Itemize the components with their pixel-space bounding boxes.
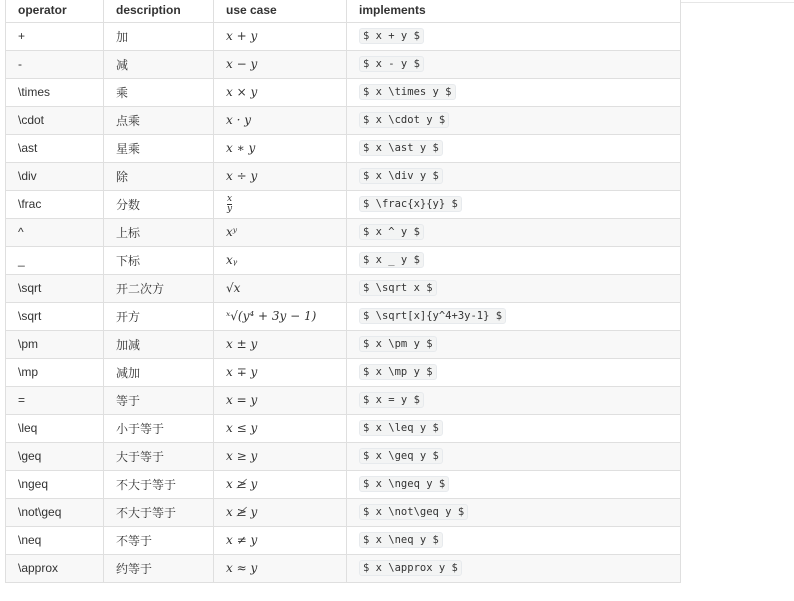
latex-code: $ \sqrt x $ <box>359 280 437 296</box>
latex-code: $ x - y $ <box>359 56 424 72</box>
description-cell: 小于等于 <box>104 414 214 442</box>
table-row <box>6 470 681 498</box>
use-case-cell <box>214 414 347 442</box>
table-row <box>6 50 681 78</box>
operator-cell: \approx <box>6 554 104 582</box>
operator-cell: = <box>6 386 104 414</box>
implements-cell <box>347 190 681 218</box>
use-case-cell <box>214 274 347 302</box>
math-expression: x − y <box>226 57 258 71</box>
description-cell: 大于等于 <box>104 442 214 470</box>
use-case-cell <box>214 78 347 106</box>
implements-cell <box>347 78 681 106</box>
math-expression: xᵧ <box>226 253 238 267</box>
table-row <box>6 358 681 386</box>
use-case-cell <box>214 526 347 554</box>
operator-cell: \sqrt <box>6 274 104 302</box>
header-row <box>6 0 681 22</box>
table-row <box>6 442 681 470</box>
table-row <box>6 498 681 526</box>
table-row <box>6 218 681 246</box>
table-row <box>6 302 681 330</box>
use-case-cell <box>214 134 347 162</box>
implements-cell <box>347 302 681 330</box>
description-cell: 不大于等于 <box>104 498 214 526</box>
description-cell: 约等于 <box>104 554 214 582</box>
use-case-cell <box>214 498 347 526</box>
latex-code: $ x \leq y $ <box>359 420 443 436</box>
use-case-cell <box>214 162 347 190</box>
table-row <box>6 190 681 218</box>
operator-cell: ^ <box>6 218 104 246</box>
table-row <box>6 246 681 274</box>
implements-cell <box>347 330 681 358</box>
math-expression: x × y <box>226 85 258 99</box>
math-expression: x ≥ y <box>226 449 258 463</box>
table-body <box>6 22 681 582</box>
use-case-cell <box>214 106 347 134</box>
description-cell: 等于 <box>104 386 214 414</box>
operator-cell: \ast <box>6 134 104 162</box>
table-row <box>6 22 681 50</box>
operator-cell: \frac <box>6 190 104 218</box>
description-cell: 除 <box>104 162 214 190</box>
latex-code: $ x + y $ <box>359 28 424 44</box>
latex-code: $ x \pm y $ <box>359 336 437 352</box>
table-row <box>6 274 681 302</box>
description-cell: 不大于等于 <box>104 470 214 498</box>
math-expression: x ÷ y <box>226 169 258 183</box>
description-cell: 开二次方 <box>104 274 214 302</box>
latex-code: $ x ^ y $ <box>359 224 424 240</box>
operator-cell: \times <box>6 78 104 106</box>
use-case-cell <box>214 470 347 498</box>
use-case-cell <box>214 190 347 218</box>
operators-table <box>5 0 681 583</box>
description-cell: 分数 <box>104 190 214 218</box>
use-case-cell <box>214 302 347 330</box>
fraction-numerator: x <box>227 193 233 204</box>
math-expression: x ∗ y <box>226 141 256 155</box>
table-row <box>6 78 681 106</box>
description-cell: 星乘 <box>104 134 214 162</box>
implements-cell <box>347 22 681 50</box>
description-cell: 减加 <box>104 358 214 386</box>
description-cell: 上标 <box>104 218 214 246</box>
header-operator: operator <box>6 0 104 22</box>
math-expression: x ± y <box>226 337 258 351</box>
operator-cell: - <box>6 50 104 78</box>
operator-cell: \leq <box>6 414 104 442</box>
math-expression: x ≠ y <box>226 533 258 547</box>
operator-cell: + <box>6 22 104 50</box>
description-cell: 开方 <box>104 302 214 330</box>
use-case-cell <box>214 358 347 386</box>
description-cell: 点乘 <box>104 106 214 134</box>
math-expression: xʸ <box>226 225 238 239</box>
operator-cell: \sqrt <box>6 302 104 330</box>
operator-cell: \neq <box>6 526 104 554</box>
description-cell: 加 <box>104 22 214 50</box>
math-expression: x ≱ y <box>226 505 258 519</box>
fraction-denominator: y <box>227 203 233 214</box>
table-row <box>6 162 681 190</box>
use-case-cell <box>214 246 347 274</box>
implements-cell <box>347 134 681 162</box>
table-row <box>6 526 681 554</box>
operator-cell: \geq <box>6 442 104 470</box>
implements-cell <box>347 414 681 442</box>
math-expression: x · y <box>226 113 251 127</box>
implements-cell <box>347 106 681 134</box>
operator-cell: \cdot <box>6 106 104 134</box>
implements-cell <box>347 386 681 414</box>
latex-code: $ x \ast y $ <box>359 140 443 156</box>
math-expression: x = y <box>226 393 258 407</box>
use-case-cell <box>214 330 347 358</box>
top-divider <box>680 2 794 3</box>
implements-cell <box>347 246 681 274</box>
description-cell: 加减 <box>104 330 214 358</box>
latex-code: $ x \times y $ <box>359 84 456 100</box>
math-expression: √x <box>226 281 241 295</box>
implements-cell <box>347 470 681 498</box>
implements-cell <box>347 526 681 554</box>
table-row <box>6 414 681 442</box>
description-cell: 乘 <box>104 78 214 106</box>
operator-cell: \div <box>6 162 104 190</box>
description-cell: 不等于 <box>104 526 214 554</box>
implements-cell <box>347 162 681 190</box>
latex-code: $ x \geq y $ <box>359 448 443 464</box>
table-header <box>6 0 681 22</box>
table-row <box>6 330 681 358</box>
latex-code: $ \frac{x}{y} $ <box>359 196 462 212</box>
fraction <box>226 195 233 214</box>
operator-cell: \not\geq <box>6 498 104 526</box>
operator-cell: \ngeq <box>6 470 104 498</box>
use-case-cell <box>214 554 347 582</box>
math-expression: x + y <box>226 29 258 43</box>
latex-code: $ x \not\geq y $ <box>359 504 468 520</box>
description-cell: 下标 <box>104 246 214 274</box>
use-case-cell <box>214 386 347 414</box>
math-expression: x ≈ y <box>226 561 258 575</box>
header-description: description <box>104 0 214 22</box>
latex-code: $ x \div y $ <box>359 168 443 184</box>
use-case-cell <box>214 22 347 50</box>
implements-cell <box>347 218 681 246</box>
math-expression: x ∓ y <box>226 365 258 379</box>
operator-cell: _ <box>6 246 104 274</box>
operator-cell: \mp <box>6 358 104 386</box>
implements-cell <box>347 498 681 526</box>
latex-code: $ x _ y $ <box>359 252 424 268</box>
table-row <box>6 554 681 582</box>
implements-cell <box>347 442 681 470</box>
header-implements: implements <box>347 0 681 22</box>
table-row <box>6 106 681 134</box>
implements-cell <box>347 274 681 302</box>
latex-code: $ x \ngeq y $ <box>359 476 449 492</box>
math-expression: ˣ√(y⁴ + 3y − 1) <box>226 309 317 323</box>
operator-cell: \pm <box>6 330 104 358</box>
latex-code: $ x \approx y $ <box>359 560 462 576</box>
latex-code: $ x \neq y $ <box>359 532 443 548</box>
math-expression: x ≱ y <box>226 477 258 491</box>
use-case-cell <box>214 442 347 470</box>
latex-code: $ \sqrt[x]{y^4+3y-1} $ <box>359 308 506 324</box>
table-row <box>6 134 681 162</box>
implements-cell <box>347 358 681 386</box>
latex-code: $ x \cdot y $ <box>359 112 449 128</box>
latex-code: $ x = y $ <box>359 392 424 408</box>
table-row <box>6 386 681 414</box>
implements-cell <box>347 554 681 582</box>
implements-cell <box>347 50 681 78</box>
description-cell: 减 <box>104 50 214 78</box>
header-use-case: use case <box>214 0 347 22</box>
latex-code: $ x \mp y $ <box>359 364 437 380</box>
math-expression: x ≤ y <box>226 421 258 435</box>
use-case-cell <box>214 218 347 246</box>
use-case-cell <box>214 50 347 78</box>
